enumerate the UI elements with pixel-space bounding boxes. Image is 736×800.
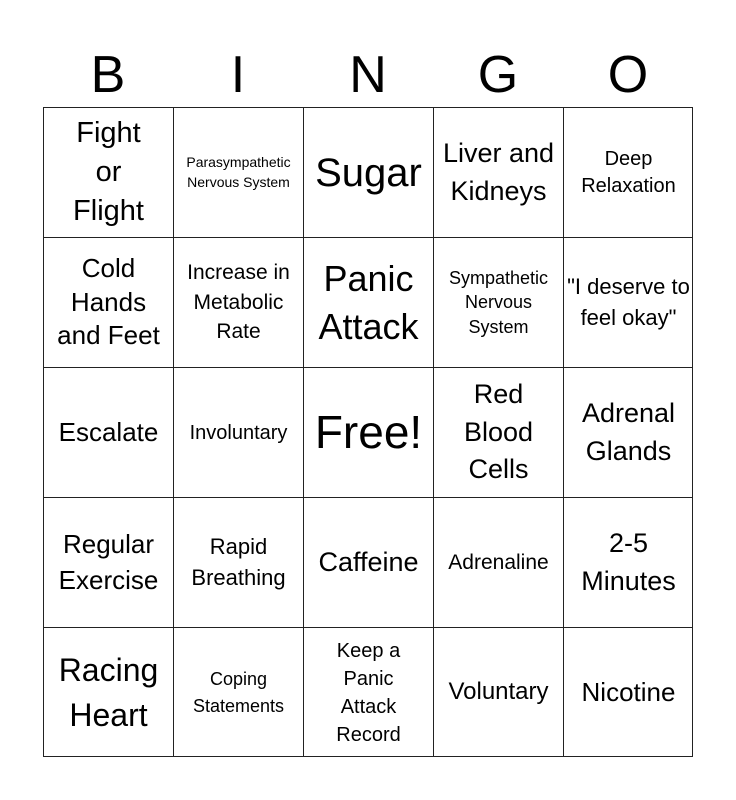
bingo-cell-text: Adrenaline: [448, 550, 549, 574]
bingo-cell-text: Coping Statements: [192, 669, 285, 716]
bingo-cell[interactable]: [433, 627, 563, 757]
bingo-cell-text: Regular Exercise: [58, 529, 159, 595]
bingo-cell[interactable]: [563, 367, 693, 497]
bingo-cell[interactable]: [303, 367, 433, 497]
bingo-cell[interactable]: [43, 627, 173, 757]
bingo-cell[interactable]: [43, 367, 173, 497]
bingo-cell-text: Deep Relaxation: [581, 147, 676, 197]
bingo-cell-text: Involuntary: [189, 421, 288, 444]
bingo-cell[interactable]: [563, 107, 693, 237]
header-letter-o: O: [607, 46, 649, 104]
bingo-cell[interactable]: [433, 107, 563, 237]
header-letter-n: N: [349, 46, 387, 104]
bingo-cell-text: Red Blood Cells: [463, 378, 534, 485]
bingo-cell-text: Escalate: [58, 416, 159, 447]
bingo-cell[interactable]: [173, 367, 303, 497]
bingo-cell-text: Keep a Panic Attack Record: [336, 639, 401, 746]
bingo-cell[interactable]: [433, 237, 563, 367]
bingo-cell[interactable]: [563, 237, 693, 367]
bingo-cell-text: Voluntary: [448, 678, 549, 706]
bingo-cell-text: Fight or Flight: [73, 116, 144, 228]
bingo-cell[interactable]: [433, 497, 563, 627]
bingo-cell[interactable]: [303, 497, 433, 627]
bingo-cell[interactable]: [173, 107, 303, 237]
bingo-cell[interactable]: [43, 237, 173, 367]
bingo-cell-text: Liver and Kidneys: [442, 137, 555, 206]
bingo-cell-text: Nicotine: [581, 676, 676, 707]
header-letter-i: I: [230, 46, 246, 104]
bingo-cell[interactable]: [173, 497, 303, 627]
bingo-cell-text: Parasympathetic Nervous System: [186, 153, 291, 190]
bingo-cell-text: Free!: [314, 405, 423, 458]
bingo-cell-text: Cold Hands and Feet: [57, 252, 160, 351]
bingo-cell[interactable]: [303, 627, 433, 757]
bingo-cell[interactable]: [173, 237, 303, 367]
bingo-cell[interactable]: [563, 497, 693, 627]
bingo-cell-text: Racing Heart: [58, 651, 159, 733]
bingo-cell-text: 2-5 Minutes: [581, 527, 676, 596]
bingo-cell[interactable]: [43, 497, 173, 627]
bingo-cell-text: Rapid Breathing: [191, 533, 286, 590]
bingo-cell[interactable]: [303, 107, 433, 237]
bingo-board: [43, 107, 693, 757]
bingo-cell-text: "I deserve to feel okay": [567, 273, 690, 330]
bingo-header: [43, 40, 693, 110]
header-letter-g: G: [477, 46, 519, 104]
bingo-cell-text: Caffeine: [318, 547, 419, 578]
bingo-cell-text: Increase in Metabolic Rate: [187, 261, 290, 344]
bingo-cell[interactable]: [563, 627, 693, 757]
bingo-cell-text: Sugar: [315, 150, 422, 195]
bingo-cell[interactable]: [433, 367, 563, 497]
bingo-cell[interactable]: [303, 237, 433, 367]
bingo-cell-text: Panic Attack: [318, 257, 419, 347]
bingo-cell[interactable]: [173, 627, 303, 757]
bingo-cell-text: Sympathetic Nervous System: [448, 268, 549, 337]
bingo-cell-text: Adrenal Glands: [581, 397, 676, 466]
header-letter-b: B: [90, 46, 126, 104]
bingo-cell[interactable]: [43, 107, 173, 237]
